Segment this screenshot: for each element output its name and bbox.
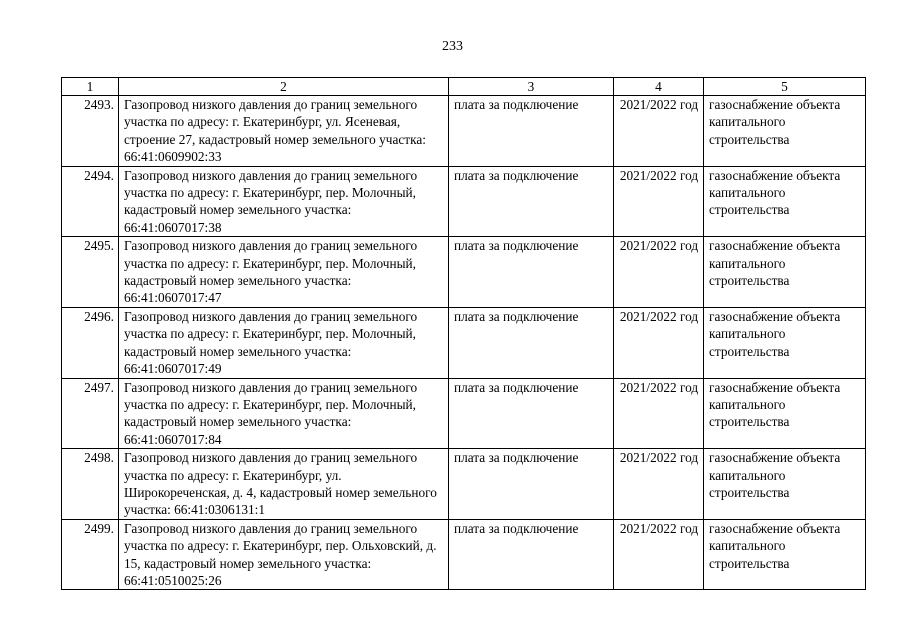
object-description: Газопровод низкого давления до границ земельного участка по адресу: г. Екатеринбург, пер. Ольховский, д. 15, кадастровый номер земельного участка: 66:41:0510025:26 <box>119 519 449 590</box>
row-number: 2493. <box>62 96 119 167</box>
page-number: 233 <box>442 39 463 54</box>
object-description: Газопровод низкого давления до границ земельного участка по адресу: г. Екатеринбург, пер. Молочный, кадастровый номер земельного участка: 66:41:0607017:47 <box>119 237 449 308</box>
object-description: Газопровод низкого давления до границ земельного участка по адресу: г. Екатеринбург, ул. Ясеневая, строение 27, кадастровый номер земельного участка: 66:41:0609902:33 <box>119 96 449 167</box>
purpose: газоснабжение объекта капитального строительства <box>704 166 866 237</box>
funding-source: плата за подключение <box>449 519 614 590</box>
object-description: Газопровод низкого давления до границ земельного участка по адресу: г. Екатеринбург, пер. Молочный, кадастровый номер земельного участка: 66:41:0607017:38 <box>119 166 449 237</box>
object-description: Газопровод низкого давления до границ земельного участка по адресу: г. Екатеринбург, пер. Молочный, кадастровый номер земельного участка: 66:41:0607017:84 <box>119 378 449 449</box>
funding-source: плата за подключение <box>449 237 614 308</box>
table-row <box>62 519 866 590</box>
column-header-4: 4 <box>614 78 704 96</box>
implementation-period: 2021/2022 год <box>614 166 704 237</box>
investment-program-table <box>61 77 866 590</box>
funding-source: плата за подключение <box>449 378 614 449</box>
table-row <box>62 237 866 308</box>
row-number: 2497. <box>62 378 119 449</box>
object-description: Газопровод низкого давления до границ земельного участка по адресу: г. Екатеринбург, пер. Молочный, кадастровый номер земельного участка: 66:41:0607017:49 <box>119 307 449 378</box>
implementation-period: 2021/2022 год <box>614 449 704 520</box>
implementation-period: 2021/2022 год <box>614 96 704 167</box>
purpose: газоснабжение объекта капитального строительства <box>704 519 866 590</box>
row-number: 2499. <box>62 519 119 590</box>
purpose: газоснабжение объекта капитального строительства <box>704 237 866 308</box>
table-row <box>62 378 866 449</box>
funding-source: плата за подключение <box>449 166 614 237</box>
table-row <box>62 449 866 520</box>
column-header-2: 2 <box>119 78 449 96</box>
column-header-3: 3 <box>449 78 614 96</box>
table-row <box>62 166 866 237</box>
funding-source: плата за подключение <box>449 307 614 378</box>
row-number: 2495. <box>62 237 119 308</box>
implementation-period: 2021/2022 год <box>614 378 704 449</box>
column-header-5: 5 <box>704 78 866 96</box>
table-row <box>62 307 866 378</box>
row-number: 2498. <box>62 449 119 520</box>
column-header-1: 1 <box>62 78 119 96</box>
implementation-period: 2021/2022 год <box>614 307 704 378</box>
implementation-period: 2021/2022 год <box>614 237 704 308</box>
purpose: газоснабжение объекта капитального строительства <box>704 378 866 449</box>
implementation-period: 2021/2022 год <box>614 519 704 590</box>
purpose: газоснабжение объекта капитального строительства <box>704 449 866 520</box>
funding-source: плата за подключение <box>449 96 614 167</box>
funding-source: плата за подключение <box>449 449 614 520</box>
table-header-row <box>62 78 866 96</box>
row-number: 2494. <box>62 166 119 237</box>
table-row <box>62 96 866 167</box>
purpose: газоснабжение объекта капитального строительства <box>704 307 866 378</box>
purpose: газоснабжение объекта капитального строительства <box>704 96 866 167</box>
row-number: 2496. <box>62 307 119 378</box>
object-description: Газопровод низкого давления до границ земельного участка по адресу: г. Екатеринбург, ул. Широкореченская, д. 4, кадастровый номер земельного участка: 66:41:0306131:1 <box>119 449 449 520</box>
